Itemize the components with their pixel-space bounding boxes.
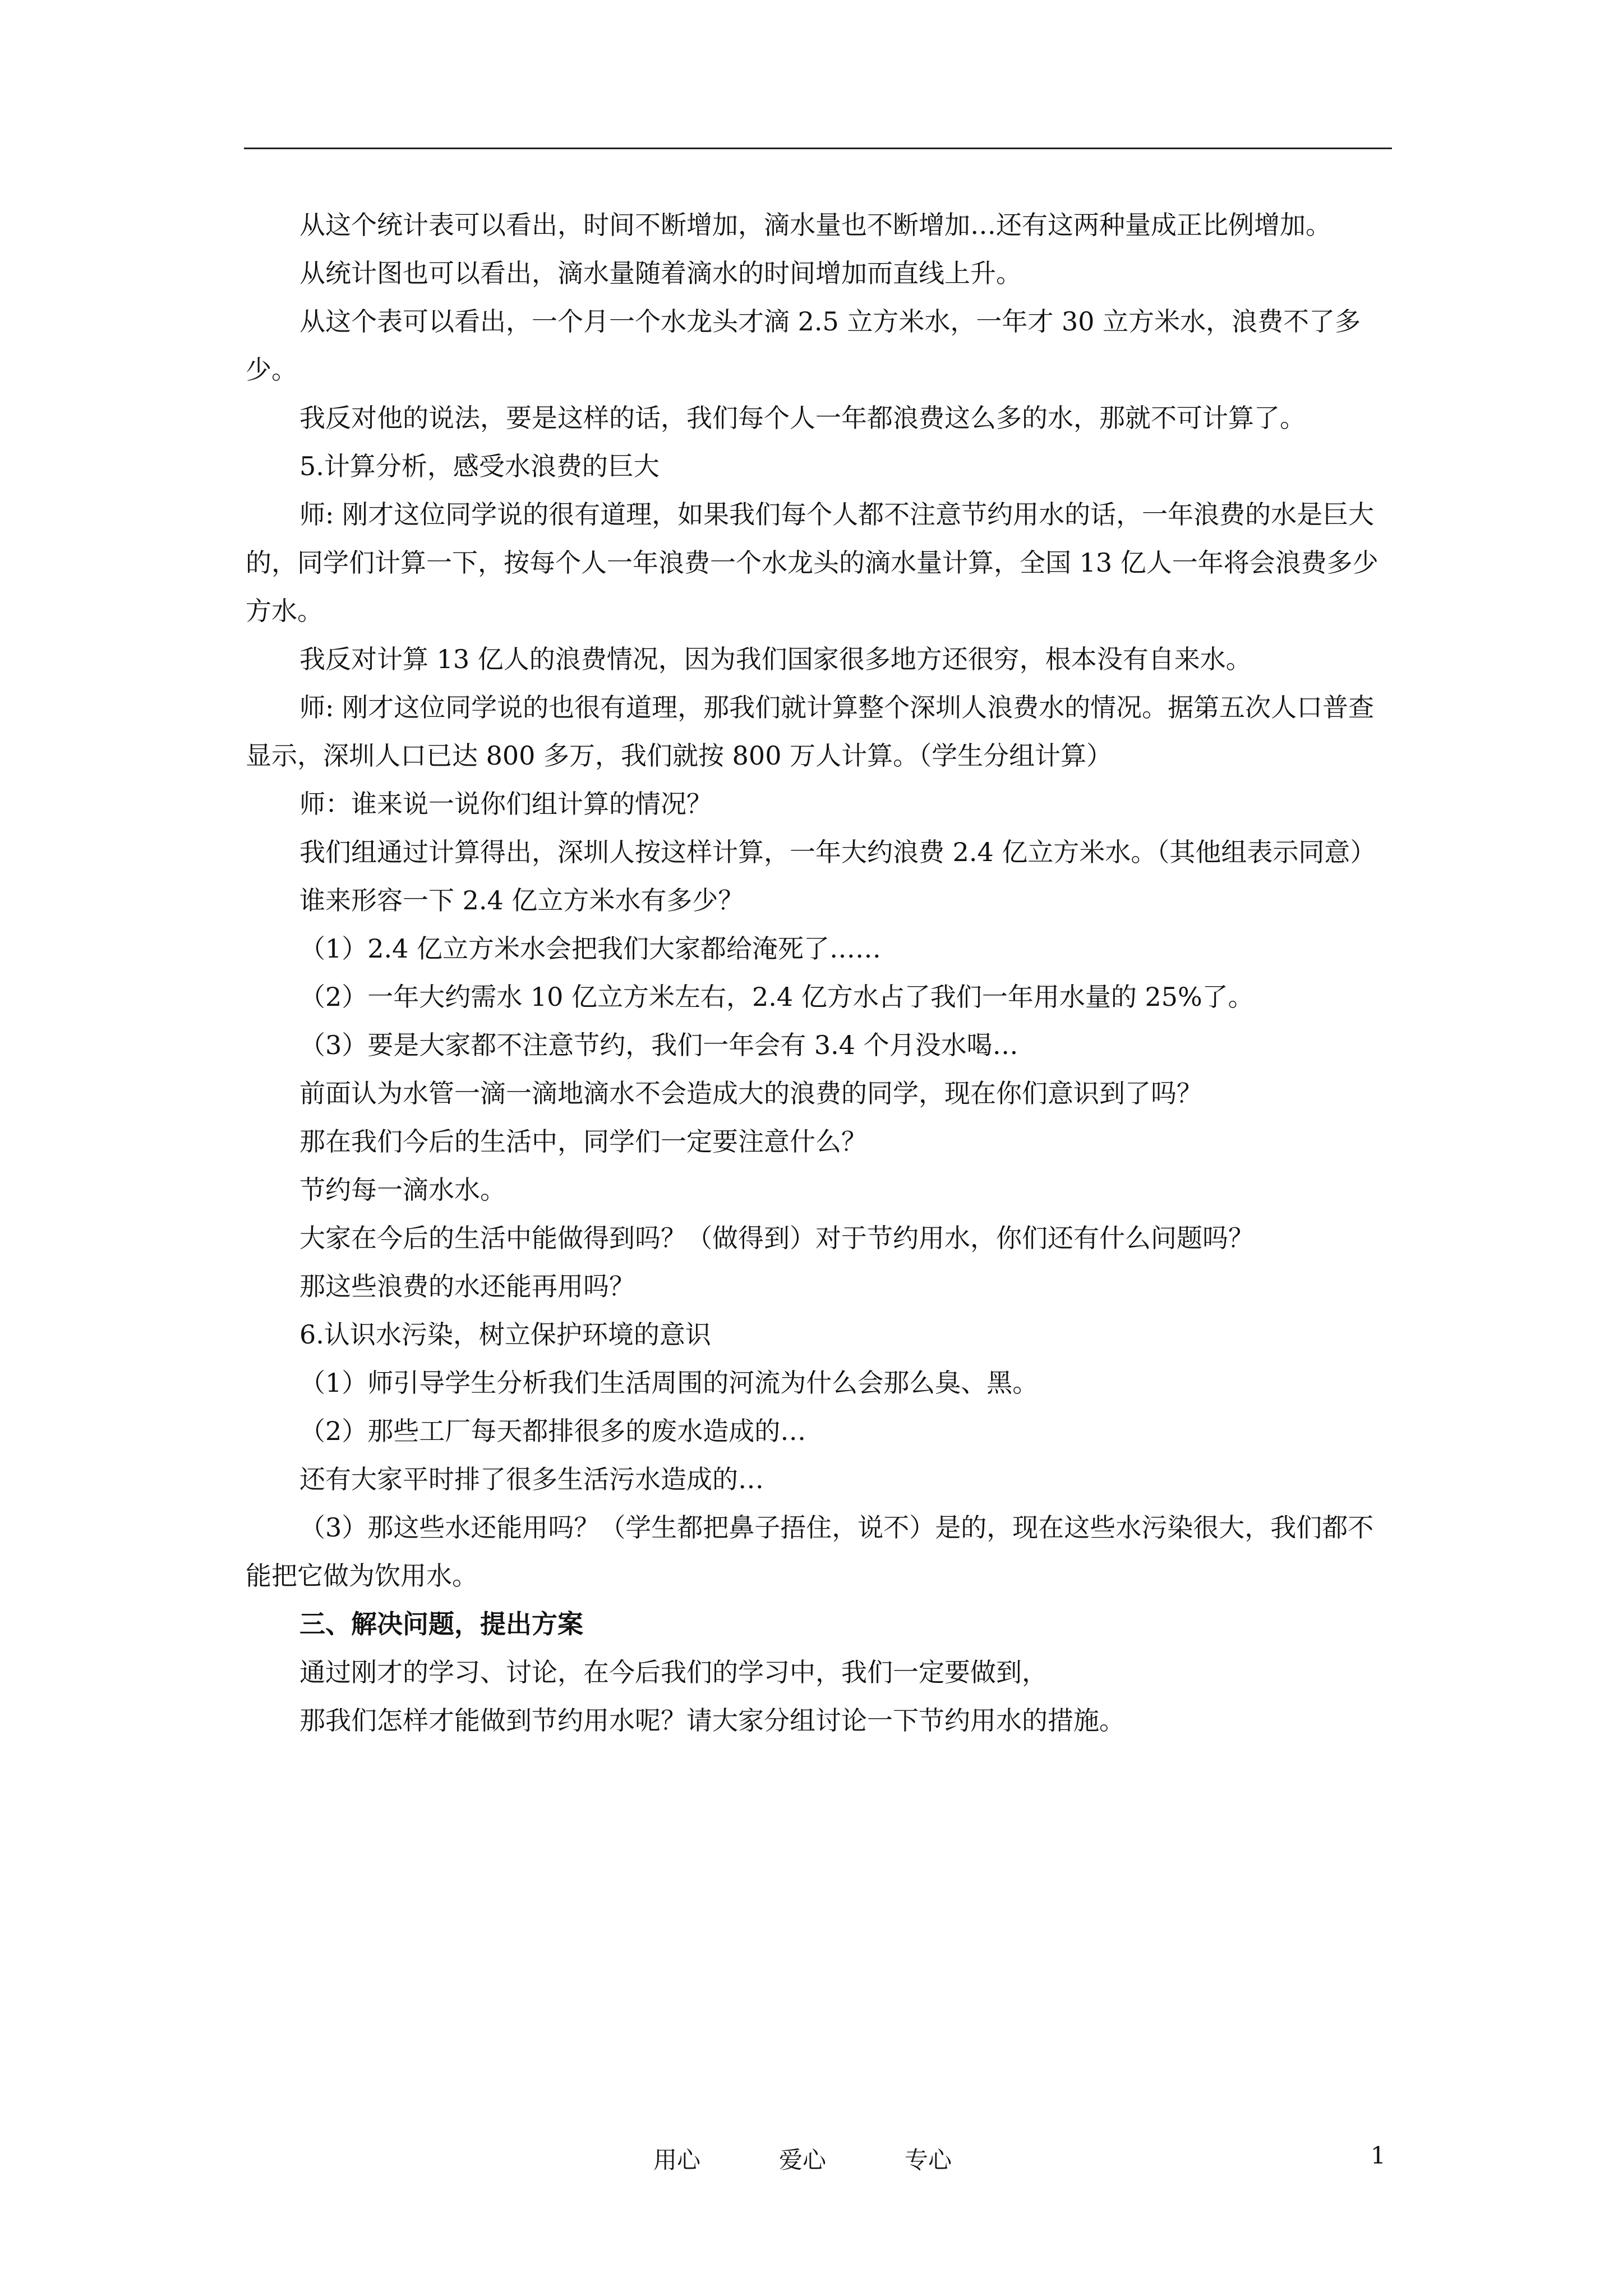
paragraph: （2）一年大约需水 10 亿立方米左右，2.4 亿方水占了我们一年用水量的 25%了。 — [299, 982, 1254, 1012]
paragraph: 6.认识水污染，树立保护环境的意识 — [299, 1319, 711, 1350]
paragraph: 从这个表可以看出，一个月一个水龙头才滴 2.5 立方米水，一年才 30 立方米水，浪费不了多少。 — [246, 306, 1361, 385]
paragraph: 师：谁来说一说你们组计算的情况？ — [299, 789, 712, 819]
paragraph: 通过刚才的学习、讨论，在今后我们的学习中，我们一定要做到， — [299, 1657, 1048, 1687]
paragraph: 那这些浪费的水还能再用吗？ — [299, 1271, 635, 1301]
paragraph: （1）师引导学生分析我们生活周围的河流为什么会那么臭、黑。 — [299, 1368, 1039, 1398]
paragraph: （3）要是大家都不注意节约，我们一年会有 3.4 个月没水喝… — [299, 1030, 1018, 1060]
paragraph: 5.计算分析，感受水浪费的巨大 — [299, 451, 660, 481]
paragraph: 我反对他的说法，要是这样的话，我们每个人一年都浪费这么多的水，那就不可计算了。 — [299, 403, 1306, 433]
paragraph: （3）那这些水还能用吗？（学生都把鼻子捂住，说不）是的，现在这些水污染很大，我们都不能把它做为饮用水。 — [246, 1512, 1374, 1591]
header-rule — [244, 148, 1392, 149]
paragraph: 我反对计算 13 亿人的浪费情况，因为我们国家很多地方还很穷，根本没有自来水。 — [299, 644, 1252, 674]
footer-mottos — [653, 2142, 952, 2175]
footer-motto-2: 爱心 — [779, 2146, 827, 2174]
document-body — [246, 201, 1390, 1745]
paragraph: 从这个统计表可以看出，时间不断增加，滴水量也不断增加…还有这两种量成正比例增加。 — [299, 210, 1331, 240]
paragraph: 还有大家平时排了很多生活污水造成的… — [299, 1464, 764, 1494]
paragraph: 那我们怎样才能做到节约用水呢？请大家分组讨论一下节约用水的措施。 — [299, 1705, 1125, 1736]
paragraph: 从统计图也可以看出，滴水量随着滴水的时间增加而直线上升。 — [299, 258, 1022, 288]
paragraph: 三、解决问题，提出方案 — [299, 1609, 583, 1639]
footer-motto-1: 用心 — [653, 2146, 701, 2174]
paragraph: （2）那些工厂每天都排很多的废水造成的… — [299, 1416, 806, 1446]
paragraph: 谁来形容一下 2.4 亿立方米水有多少？ — [299, 885, 744, 915]
footer-motto-3: 专心 — [905, 2146, 952, 2174]
paragraph: 师: 刚才这位同学说的很有道理，如果我们每个人都不注意节约用水的话，一年浪费的水是巨大的，同学们计算一下，按每个人一年浪费一个水龙头的滴水量计算，全国 13 亿人一年将会浪费多少方水。 — [246, 499, 1378, 626]
paragraph: 前面认为水管一滴一滴地滴水不会造成大的浪费的同学，现在你们意识到了吗？ — [299, 1078, 1202, 1108]
page-number: 1 — [1371, 2142, 1386, 2169]
paragraph: 师: 刚才这位同学说的也很有道理，那我们就计算整个深圳人浪费水的情况。据第五次人口普查显示，深圳人口已达 800 多万，我们就按 800 万人计算。（学生分组计算） — [246, 692, 1375, 771]
paragraph: （1）2.4 亿立方米水会把我们大家都给淹死了…… — [299, 933, 882, 964]
page-footer — [0, 2142, 1623, 2181]
paragraph: 节约每一滴水水。 — [299, 1175, 506, 1205]
paragraph: 那在我们今后的生活中，同学们一定要注意什么？ — [299, 1126, 867, 1157]
paragraph: 我们组通过计算得出，深圳人按这样计算，一年大约浪费 2.4 亿立方米水。（其他组表示同意） — [299, 837, 1376, 867]
paragraph: 大家在今后的生活中能做得到吗？（做得到）对于节约用水，你们还有什么问题吗？ — [299, 1223, 1254, 1253]
